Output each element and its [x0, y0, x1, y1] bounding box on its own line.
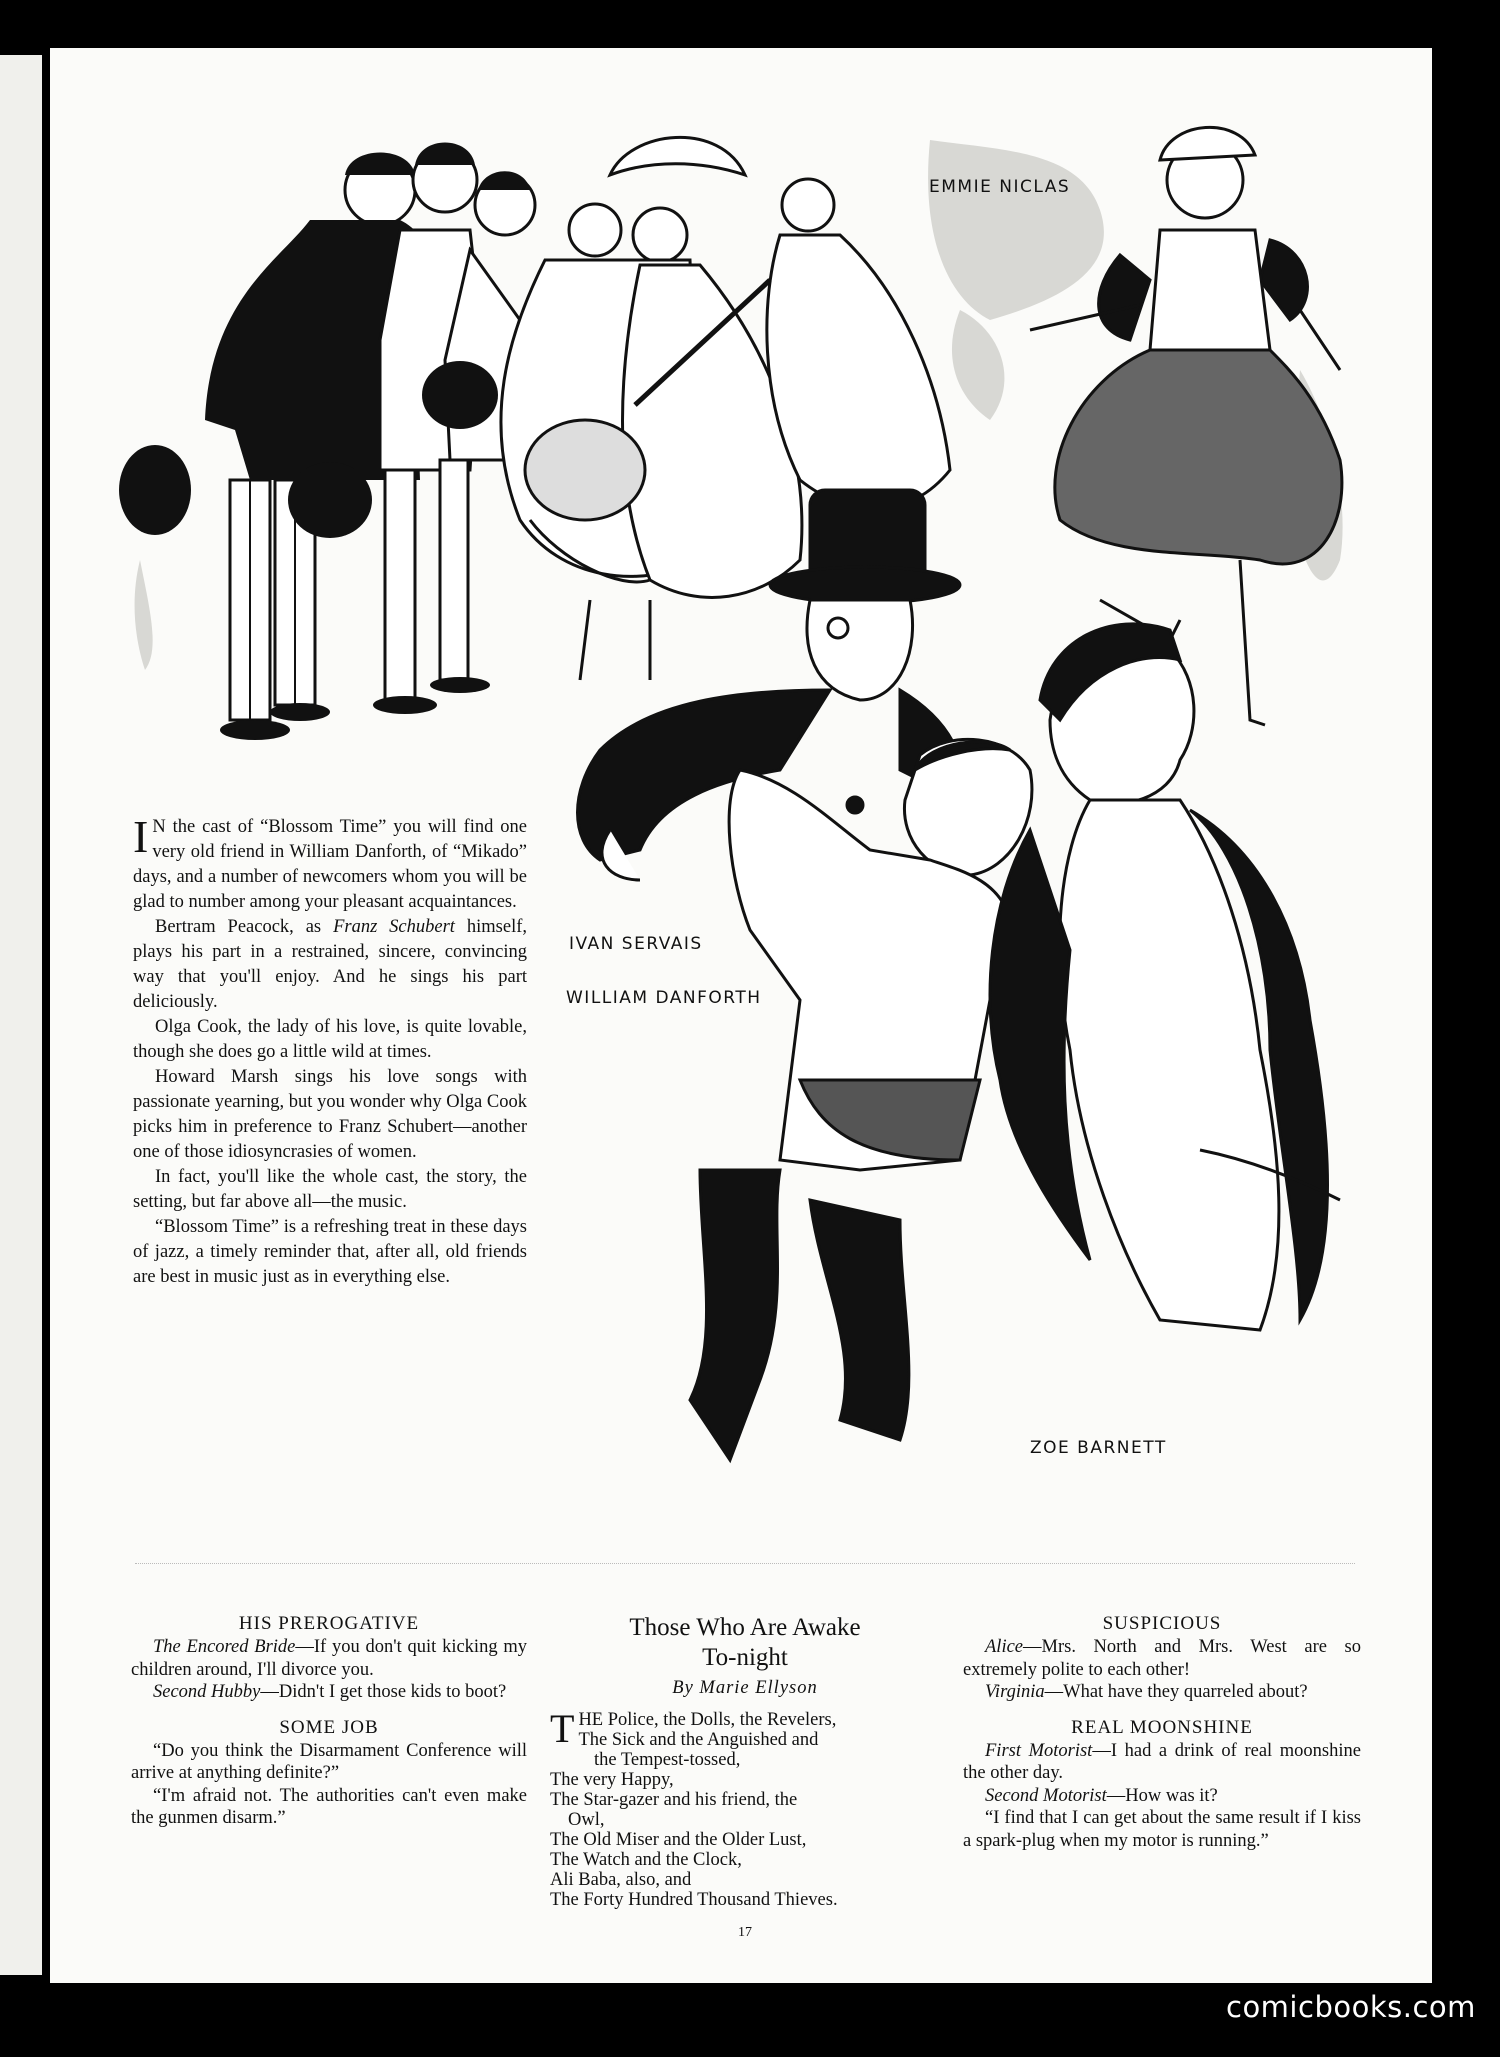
poem-line: the Tempest-tossed, [594, 1749, 741, 1770]
watermark: comicbooks.com [1226, 1990, 1476, 2024]
label-emmie-niclas: EMMIE NICLAS [929, 177, 1071, 197]
intro-paragraph: Olga Cook, the lady of his love, is quite lovable, though she does go a little wild at times. [133, 1017, 527, 1062]
joke-title: REAL MOONSHINE [1071, 1716, 1253, 1738]
joke-title: HIS PREROGATIVE [238, 1613, 420, 1634]
intro-paragraph: In fact, you'll like the whole cast, the story, the setting, but far above all—the music. [133, 1167, 527, 1212]
joke-title: SUSPICIOUS [1102, 1613, 1222, 1634]
joke-line: “I find that I can get about the same result if I kiss a spark-plug when my motor is running.” [963, 1808, 1361, 1851]
poem-line: The Sick and the Anguished and [578, 1729, 819, 1750]
poem-body [546, 1705, 944, 1910]
joke-line: “Do you think the Disarmament Conference will arrive at anything definite?” [131, 1740, 527, 1783]
poem-line: THE Police, the Dolls, the Revelers, [550, 1705, 837, 1751]
dropcap: I [133, 811, 149, 862]
joke-line: Second Motorist—How was it? [985, 1785, 1218, 1806]
dropcap: T [550, 1705, 575, 1751]
poem-line: The very Happy, [550, 1769, 674, 1790]
joke-line: Second Hubby—Didn't I get those kids to boot? [153, 1682, 507, 1702]
page-number: 17 [738, 1925, 752, 1940]
intro-paragraph: Bertram Peacock, as Franz Schubert himself, plays his part in a restrained, sincere, convincing way that you'll enjoy. And he sings his part deliciously. [133, 917, 527, 1012]
joke-line: First Motorist—I had a drink of real moonshine the other day. [963, 1740, 1361, 1783]
joke-line: Alice—Mrs. North and Mrs. West are so extremely polite to each other! [963, 1637, 1361, 1680]
poem-line: The Star-gazer and his friend, the [550, 1789, 798, 1810]
gentlemen-group [119, 143, 535, 741]
poem-line: The Watch and the Clock, [550, 1849, 742, 1870]
poem-line: The Forty Hundred Thousand Thieves. [550, 1889, 838, 1910]
poem-line: The Old Miser and the Older Lust, [550, 1829, 807, 1850]
poem-column [546, 1613, 944, 1910]
label-william-danforth: WILLIAM DANFORTH [566, 988, 762, 1008]
intro-paragraph: “Blossom Time” is a refreshing treat in these days of jazz, a timely reminder that, after all, old friends are best in music just as in everything else. [133, 1217, 527, 1287]
label-zoe-barnett: ZOE BARNETT [1030, 1438, 1167, 1458]
label-ivan-servais: IVAN SERVAIS [569, 934, 703, 954]
poem-line: Ali Baba, also, and [550, 1869, 692, 1890]
poem-title: To-night [702, 1644, 788, 1671]
intro-article [133, 811, 527, 1290]
poem-byline: By Marie Ellyson [672, 1678, 818, 1698]
intro-paragraph: Howard Marsh sings his love songs with passionate yearning, but you wonder why Olga Cook picks him in preference to Franz Schubert—another one of those idiosyncrasies of women. [133, 1067, 527, 1162]
joke-line: “I'm afraid not. The authorities can't even make the gunmen disarm.” [131, 1785, 527, 1828]
william-danforth [690, 739, 1032, 1460]
joke-column-right [963, 1612, 1361, 1852]
joke-line: Virginia—What have they quarreled about? [985, 1682, 1308, 1702]
zoe-barnett [990, 624, 1340, 1330]
joke-line: The Encored Bride—If you don't quit kicking my children around, I'll divorce you. [131, 1637, 527, 1680]
joke-column-left [131, 1612, 527, 1830]
poem-title: Those Who Are Awake [629, 1614, 861, 1641]
poem-line: Owl, [568, 1809, 605, 1830]
section-divider [135, 1563, 1355, 1565]
intro-paragraph: I N the cast of “Blossom Time” you will find one very old friend in William Danforth, of “Mikado” days, and a number of newcomers whom you will be glad to number among your pleasant acquaintances. [133, 811, 527, 912]
joke-title: SOME JOB [279, 1716, 379, 1738]
